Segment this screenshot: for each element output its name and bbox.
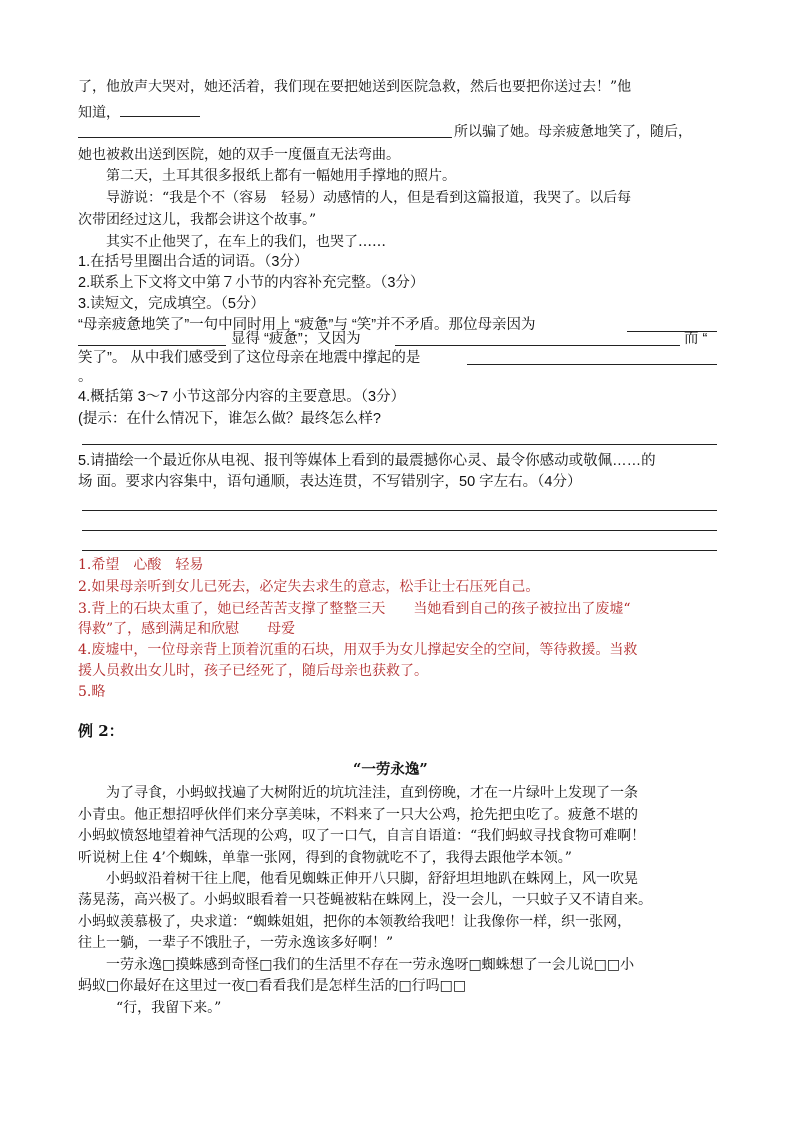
blank-answer-line[interactable] — [82, 510, 717, 511]
story-line-3: 所以骗了她。母亲疲惫地笑了，随后， — [454, 124, 692, 140]
story-line-7: 次带团经过这儿，我都会讲这个故事。” — [78, 212, 317, 228]
answer-5: 5.略 — [78, 684, 106, 700]
story-line-8: 其实不止他哭了，在车上的我们，也哭了…… — [106, 234, 386, 250]
blank-answer-line[interactable] — [82, 550, 717, 551]
question-3-line-b: 显得 “疲惫”；又因为 — [231, 331, 361, 347]
blank-answer-line[interactable] — [395, 345, 680, 346]
question-4-hint: (提示：在什么情况下，谁怎么做？最终怎么样? — [78, 411, 381, 427]
example-paragraph-2-line-1: 小蚂蚁沿着树干往上爬，他看见蜘蛛正伸开八只脚，舒舒坦坦地趴在蛛网上，风一吹晃 — [106, 871, 638, 887]
blank-answer-line[interactable] — [78, 137, 452, 138]
example-paragraph-2-line-2: 荡晃荡，高兴极了。小蚂蚁眼看着一只苍蝇被粘在蛛网上，没一会儿，一只蚊子又不请自来。 — [78, 892, 652, 908]
question-5-line-a: 5.请描绘一个最近你从电视、报刊等媒体上看到的最震撼你心灵、最令你感动或敬佩……的 — [78, 453, 656, 469]
blank-answer-line[interactable] — [78, 345, 226, 346]
answer-2: 2.如果母亲听到女儿已死去，必定失去求生的意志，松手让士石压死自己。 — [78, 579, 540, 595]
example-paragraph-2-line-4: 往上一躺，一辈子不饿肚子，一劳永逸该多好啊！” — [78, 935, 394, 951]
answer-4-line-a: 4.废墟中，一位母亲背上顶着沉重的石块，用双手为女儿撑起安全的空间，等待救援。当救 — [78, 642, 638, 658]
blank-answer-line[interactable] — [82, 530, 717, 531]
story-line-4: 她也被救出送到医院，她的双手一度僵直无法弯曲。 — [78, 147, 400, 163]
example-paragraph-2-line-3: 小蚂蚁羡慕极了，央求道：“蜘蛛姐姐，把你的本领教给我吧！让我像你一样，织一张网， — [78, 914, 632, 930]
example-paragraph-1-line-2: 小青虫。他正想招呼伙伴们来分享美味，不料来了一只大公鸡，抢先把虫吃了。疲惫不堪的 — [78, 807, 638, 823]
answer-3-line-b: 得救”了，感到满足和欣慰 母爱 — [78, 621, 296, 637]
question-4: 4.概括第 3～7 小节这部分内容的主要意思。（3分） — [78, 389, 406, 405]
example-paragraph-3-line-2: 蚂蚁□你最好在这里过一夜□看看我们是怎样生活的□行吗□□ — [78, 978, 467, 994]
story-line-5: 第二天，土耳其很多报纸上都有一幅她用手撑地的照片。 — [106, 168, 456, 184]
blank-answer-line[interactable] — [82, 444, 717, 445]
example-paragraph-4: “行，我留下来。” — [116, 1000, 222, 1016]
question-1: 1.在括号里圈出合适的词语。（3分） — [78, 254, 309, 270]
example-paragraph-1-line-1: 为了寻食，小蚂蚁找遍了大树附近的坑坑洼洼，直到傍晚，才在一片绿叶上发现了一条 — [106, 785, 638, 801]
question-3-line-c: 而 “ — [684, 331, 708, 347]
example-paragraph-1-line-3: 小蚂蚁愤怒地望着神气活现的公鸡，叹了一口气，自言自语道：“我们蚂蚁寻找食物可难啊！ — [78, 828, 646, 844]
question-3: 3.读短文，完成填空。（5分） — [78, 296, 265, 312]
example-label: 例 2： — [78, 722, 124, 740]
blank-answer-line[interactable] — [467, 364, 717, 365]
story-line-6: 导游说：“我是个不（容易 轻易）动感情的人，但是看到这篇报道，我哭了。以后每 — [106, 190, 632, 206]
story-line-1: 了，他放声大哭对，她还活着，我们现在要把她送到医院急救，然后也要把你送过去！”他 — [78, 79, 632, 95]
answer-4-line-b: 援人员救出女儿时，孩子已经死了，随后母亲也获救了。 — [78, 663, 428, 679]
answer-1: 1.希望 心酸 轻易 — [78, 557, 204, 573]
example-paragraph-1-line-4: 听说树上住 4’个蜘蛛，单靠一张网，得到的食物就吃不了，我得去跟他学本领。” — [78, 850, 572, 866]
example-paragraph-3-line-1: 一劳永逸□摸蛛感到奇怪□我们的生活里不存在一劳永逸呀□蜘蛛想了一会儿说□□小 — [106, 957, 635, 973]
story-line-2: 知道， — [78, 101, 200, 123]
question-3-line-d: 笑了”。 从中我们感受到了这位母亲在地震中撑起的是 — [78, 350, 421, 366]
blank-answer-line[interactable] — [120, 101, 200, 117]
question-5-line-b: 场 面。要求内容集中，语句通顺，表达连贯，不写错别字，50 字左右。（4分） — [78, 474, 582, 490]
answer-3-line-a: 3.背上的石块太重了，她已经苦苦支撑了整整三天 当她看到自己的孩子被拉出了废墟“ — [78, 601, 631, 617]
example-title: “一劳永逸” — [353, 761, 428, 778]
question-2: 2.联系上下文将文中第７小节的内容补充完整。（3分） — [78, 275, 425, 291]
question-3-line-e: 。 — [78, 369, 93, 385]
question-3-line-a: “母亲疲惫地笑了”一句中同时用上 “疲惫”与 “笑”并不矛盾。那位母亲因为 — [78, 317, 536, 333]
